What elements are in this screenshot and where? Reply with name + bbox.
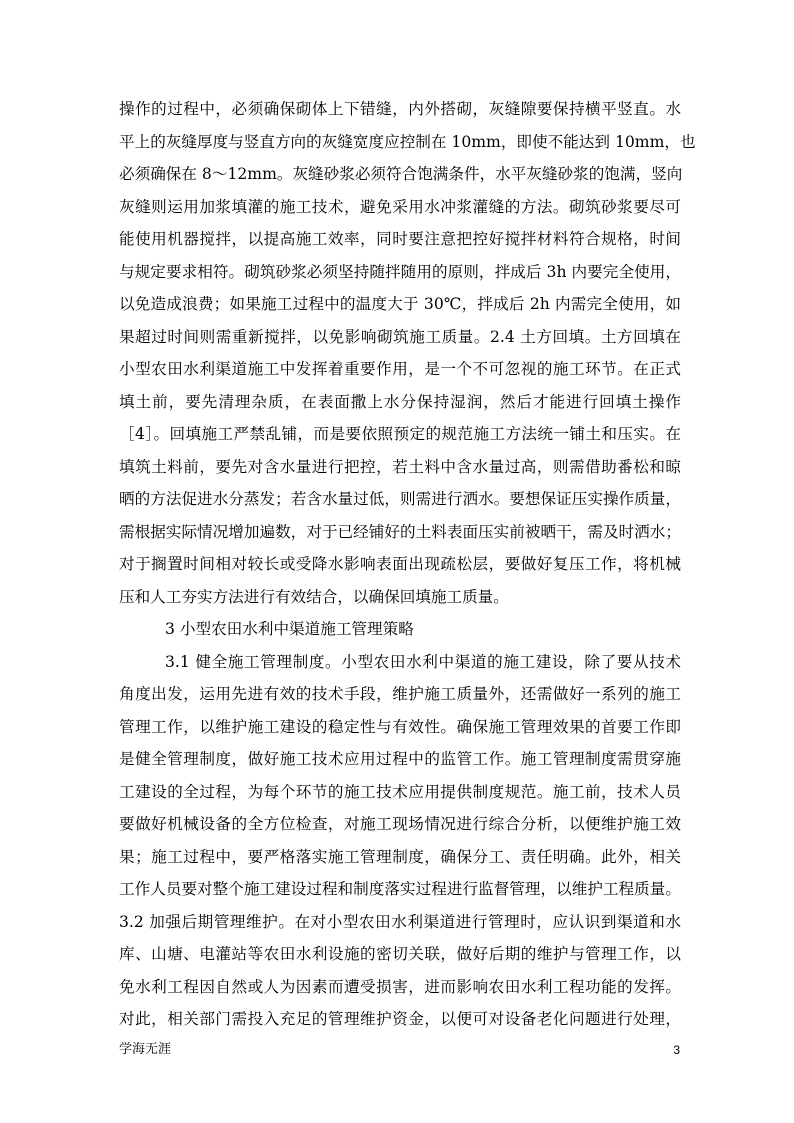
text-line-13: 晒的方法促进水分蒸发；若含水量过低，则需进行洒水。要想保证压实操作质量， [119,490,681,508]
text-line-8: 果超过时间则需重新搅拌，以免影响砌筑施工质量。2.4 土方回填。土方回填在 [119,327,681,346]
text-line-29: 对此，相关部门需投入充足的管理维护资金，以便可对设备老化问题进行处理， [119,1010,681,1028]
text-line-25: 工作人员要对整个施工建设过程和制度落实过程进行监督管理，以维护工程质量。 [119,880,681,898]
text-line-6: 与规定要求相符。砌筑砂浆必须坚持随拌随用的原则，拌成后 3h 内要完全使用， [119,262,681,281]
text-line-10: 填土前，要先清理杂质，在表面撒上水分保持湿润，然后才能进行回填土操作 [119,392,681,411]
text-line-1: 操作的过程中，必须确保砌体上下错缝，内外搭砌，灰缝隙要保持横平竖直。水 [119,100,681,118]
text-line-4: 灰缝则运用加浆填灌的施工技术，避免采用水冲浆灌缝的方法。砌筑砂浆要尽可 [119,197,681,216]
text-line-22: 工建设的全过程，为每个环节的施工技术应用提供制度规范。施工前，技术人员 [119,782,681,801]
text-line-7: 以免造成浪费；如果施工过程中的温度大于 30℃，拌成后 2h 内需完全使用，如 [119,295,681,313]
text-line-16: 压和人工夯实方法进行有效结合，以确保回填施工质量。 [119,587,509,606]
text-line-5: 能使用机器搅拌，以提高施工效率，同时要注意把控好搅拌材料符合规格，时间 [119,230,681,248]
text-line-9: 小型农田水利渠道施工中发挥着重要作用，是一个不可忽视的施工环节。在正式 [119,360,681,378]
text-line-15: 对于搁置时间相对较长或受降水影响表面出现疏松层，要做好复压工作，将机械 [119,555,681,573]
text-line-12: 填筑土料前，要先对含水量进行把控，若土料中含水量过高，则需借助番松和晾 [119,457,681,476]
text-line-26: 3.2 加强后期管理维护。在对小型农田水利渠道进行管理时，应认识到渠道和水 [119,912,681,931]
text-line-3: 必须确保在 8～12mm。灰缝砂浆必须符合饱满条件，水平灰缝砂浆的饱满，竖向 [119,165,683,183]
body-text [119,93,696,1036]
text-line-27: 库、山塘、电灌站等农田水利设施的密切关联，做好后期的维护与管理工作，以 [119,945,681,963]
text-line-23: 要做好机械设备的全方位检查，对施工现场情况进行综合分析，以便维护施工效 [119,815,681,833]
text-line-11: ［4］。回填施工严禁乱铺，而是要依照预定的规范施工方法统一铺土和压实。在 [119,425,681,443]
page-number: 3 [673,1043,680,1057]
text-line-18: 3.1 健全施工管理制度。小型农田水利中渠道的施工建设，除了要从技术 [165,652,681,671]
text-line-24: 果；施工过程中，要严格落实施工管理制度，确保分工、责任明确。此外，相关 [119,847,681,866]
footer-text: 学海无涯 [119,1042,172,1057]
text-line-21: 是健全管理制度，做好施工技术应用过程中的监管工作。施工管理制度需贯穿施 [119,750,681,768]
text-line-28: 免水利工程因自然或人为因素而遭受损害，进而影响农田水利工程功能的发挥。 [119,977,681,996]
text-line-20: 管理工作，以维护施工建设的稳定性与有效性。确保施工管理效果的首要工作即 [119,717,681,736]
text-line-2: 平上的灰缝厚度与竖直方向的灰缝宽度应控制在 10mm，即使不能达到 10mm，也 [119,132,696,151]
text-line-14: 需根据实际情况增加遍数，对于已经铺好的土料表面压实前被晒干，需及时洒水； [119,522,681,541]
text-line-19: 角度出发，运用先进有效的技术手段，维护施工质量外，还需做好一系列的施工 [119,685,681,703]
section-heading: 3 小型农田水利中渠道施工管理策略 [165,620,414,638]
